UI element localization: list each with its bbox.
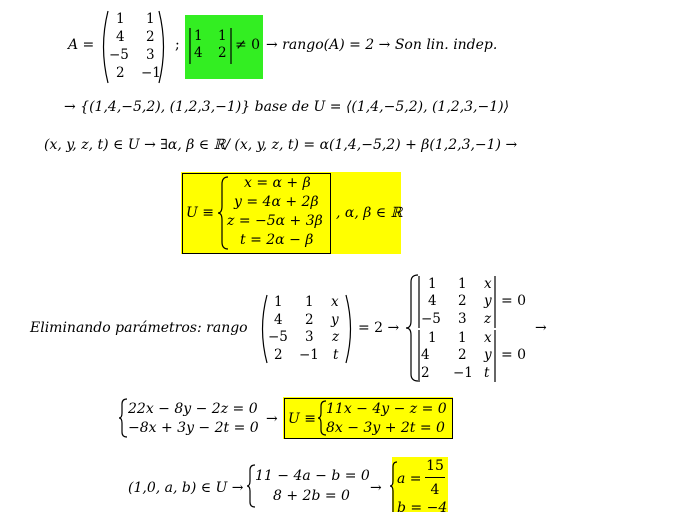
det-bar-left: [188, 28, 192, 64]
implicit-eq-1: 22x − 8y − 2z = 0: [128, 401, 258, 417]
right-paren-icon: [158, 10, 170, 84]
det-cell: 4: [421, 347, 430, 363]
rank-conclusion: → rango(A) = 2 → Son lin. indep.: [266, 37, 498, 53]
param-domain: , α, β ∈ ℝ: [336, 205, 403, 221]
det-cell: 1: [428, 330, 437, 346]
det-relation: ≠ 0: [235, 37, 261, 53]
det-cell: 2: [218, 45, 227, 61]
det-bar-right: [229, 28, 233, 64]
parametric-derivation: (x, y, z, t) ∈ U → ∃α, β ∈ ℝ/ (x, y, z, t) = α(1,4,−5,2) + β(1,2,3,−1) →: [44, 137, 518, 153]
solution-a-label: a =: [397, 471, 422, 487]
fraction-denominator: 4: [430, 482, 440, 498]
det-cell: y: [484, 293, 492, 309]
matrix-cell: y: [331, 312, 339, 328]
det-bar-right: [493, 276, 497, 328]
det-cell: 1: [194, 28, 203, 44]
matrix-a-label: A =: [68, 37, 95, 53]
matrix-cell: 2: [274, 347, 283, 363]
matrix-cell: −5: [109, 47, 129, 63]
det-bar-right: [493, 330, 497, 382]
matrix-cell: 2: [146, 29, 155, 45]
solution-arrow: →: [370, 480, 382, 496]
matrix-cell: 2: [305, 312, 314, 328]
det-cell: 1: [218, 28, 227, 44]
left-brace-icon: [118, 398, 128, 438]
subspace-label: U ≡: [186, 205, 214, 221]
matrix-cell: 4: [116, 29, 125, 45]
param-eq-x: x = α + β: [244, 175, 311, 191]
matrix-cell: 1: [274, 294, 283, 310]
det-relation: = 0: [501, 293, 527, 309]
det-cell: x: [484, 330, 492, 346]
base-statement: → {(1,4,−5,2), (1,2,3,−1)} base de U = ⟨(1,4,−5,2), (1,2,3,−1)⟩: [64, 99, 510, 115]
rank-relation: = 2 →: [358, 320, 400, 336]
det-cell: x: [484, 276, 492, 292]
matrix-cell: −1: [299, 347, 319, 363]
matrix-cell: t: [333, 347, 339, 363]
matrix-cell: 1: [305, 294, 314, 310]
det-cell: −1: [453, 365, 473, 381]
elimination-label: Eliminando parámetros: rango: [30, 320, 248, 336]
det-cell: t: [484, 365, 490, 381]
matrix-cell: 3: [146, 47, 155, 63]
subspace-label: U ≡: [288, 411, 316, 427]
param-eq-t: t = 2α − β: [240, 232, 314, 248]
det-cell: 4: [428, 293, 437, 309]
membership-eq-2: 8 + 2b = 0: [273, 488, 350, 504]
continuation-arrow: →: [535, 320, 547, 336]
det-cell: 2: [458, 293, 467, 309]
right-paren-icon: [345, 294, 357, 364]
param-eq-y: y = 4α + 2β: [234, 194, 319, 210]
implicit-eq-2: −8x + 3y − 2t = 0: [128, 420, 259, 436]
matrix-cell: 1: [116, 11, 125, 27]
det-cell: 2: [421, 365, 430, 381]
det-cell: −5: [421, 311, 441, 327]
matrix-cell: x: [331, 294, 339, 310]
fraction-numerator: 15: [426, 458, 444, 474]
det-cell: 1: [458, 276, 467, 292]
matrix-cell: z: [332, 329, 340, 345]
separator: ;: [175, 37, 180, 53]
det-cell: 3: [458, 311, 467, 327]
matrix-cell: −5: [268, 329, 288, 345]
matrix-cell: 3: [305, 329, 314, 345]
implicit-result-1: 11x − 4y − z = 0: [326, 401, 447, 417]
det-cell: 2: [458, 347, 467, 363]
solution-b: b = −4: [397, 500, 448, 516]
det-cell: z: [484, 311, 492, 327]
fraction-bar: [425, 477, 445, 478]
det-cell: y: [484, 347, 492, 363]
membership-eq-1: 11 − 4a − b = 0: [255, 468, 370, 484]
matrix-cell: 4: [274, 312, 283, 328]
implicit-result-2: 8x − 3y + 2t = 0: [326, 420, 445, 436]
det-cell: 4: [194, 45, 203, 61]
det-cell: 1: [428, 276, 437, 292]
matrix-cell: 1: [146, 11, 155, 27]
matrix-cell: −1: [141, 65, 161, 81]
param-eq-z: z = −5α + 3β: [227, 213, 323, 229]
det-relation: = 0: [501, 347, 527, 363]
det-cell: 1: [458, 330, 467, 346]
implicit-arrow: →: [266, 411, 278, 427]
matrix-cell: 2: [116, 65, 125, 81]
membership-condition: (1,0, a, b) ∈ U →: [128, 480, 244, 496]
